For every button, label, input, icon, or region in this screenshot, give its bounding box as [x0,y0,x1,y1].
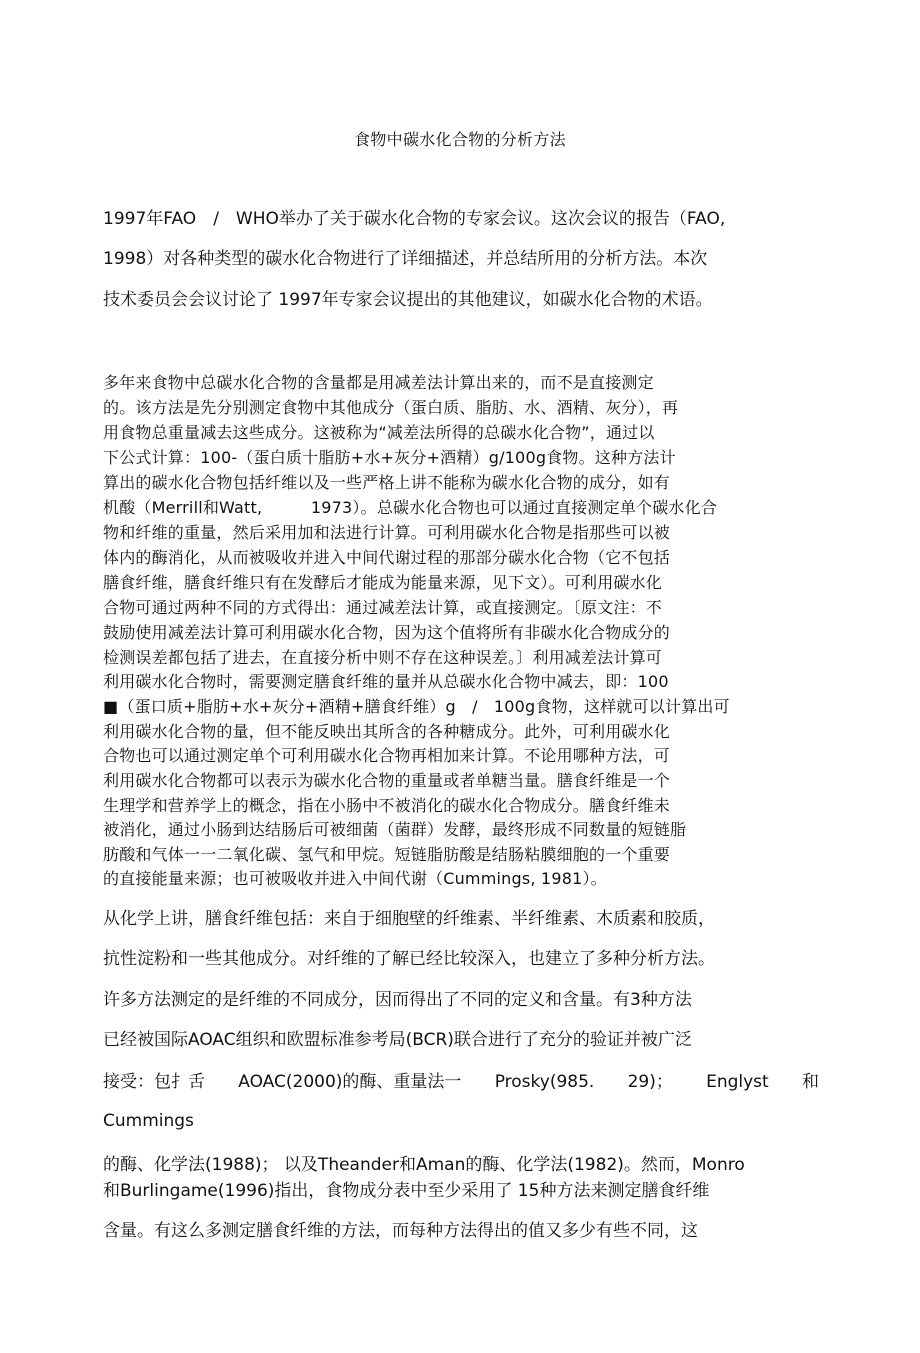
paragraph-line: 肪酸和气体一一二氧化碳、氢气和甲烷。短链脂肪酸是结肠粘膜细胞的一个重要 [103,845,671,864]
paragraph-line: 鼓励使用减差法计算可利用碳水化合物，因为这个值将所有非碳水化合物成分的 [103,623,671,642]
paragraph-line-justified [103,1070,819,1094]
paragraph-line: 被消化，通过小肠到达结肠后可被细菌（菌群）发酵，最终形成不同数量的短链脂 [103,820,687,839]
paragraph-line: 合物也可以通过测定单个可利用碳水化合物再相加来计算。不论用哪种方法，可 [103,746,671,765]
paragraph-line: 生理学和营养学上的概念，指在小肠中不被消化的碳水化合物成分。膳食纤维未 [103,796,671,815]
paragraph-line: 许多方法测定的是纤维的不同成分，因而得出了不同的定义和含量。有3种方法 [103,990,692,1010]
text-fragment: AOAC(2000)的酶、重量法一 [238,1072,462,1092]
paragraph-line: 利用碳水化合物的量，但不能反映出其所含的各种糖成分。此外，可利用碳水化 [103,722,671,741]
paragraph-line: 检测误差都包括了进去，在直接分析中则不存在这种误差。〕利用减差法计算可 [103,648,663,667]
paragraph-line: 含量。有这么多测定膳食纤维的方法，而每种方法得出的值又多少有些不同，这 [103,1221,698,1241]
paragraph-line: 利用碳水化合物都可以表示为碳水化合物的重量或者单糖当量。膳食纤维是一个 [103,771,671,790]
paragraph-line: 物和纤维的重量，然后采用加和法进行计算。可利用碳水化合物是指那些可以被 [103,523,671,542]
text-fragment: Englyst [706,1072,769,1092]
paragraph-line: 合物可通过两种不同的方式得出：通过减差法计算，或直接测定。〔原文注：不 [103,598,663,617]
paragraph-line: 算出的碳水化合物包括纤维以及一些严格上讲不能称为碳水化合物的成分，如有 [103,473,671,492]
paragraph-line: 的直接能量来源；也可被吸收并进入中间代谢（Cummings, 1981）。 [103,869,607,888]
paragraph-line: 和Burlingame(1996)指出，食物成分表中至少采用了 15种方法来测定膳食纤维 [103,1181,710,1201]
paragraph-line: 多年来食物中总碳水化合物的含量都是用减差法计算出来的，而不是直接测定 [103,373,654,392]
paragraph-line: 已经被国际AOAC组织和欧盟标准参考局(BCR)联合进行了充分的验证并被广泛 [103,1030,692,1050]
paragraph-line: 下公式计算：100-（蛋白质十脂肪+水+灰分+酒精）g/100g食物。这种方法计 [103,448,676,467]
text-fragment: 接受：包扌舌 [103,1072,205,1092]
paragraph-line: 抗性淀粉和一些其他成分。对纤维的了解已经比较深入，也建立了多种分析方法。 [103,949,715,969]
paragraph-line: 利用碳水化合物时，需要测定膳食纤维的量并从总碳水化合物中减去，即：100 [103,672,669,691]
paragraph-line: 从化学上讲，膳食纤维包括：来自于细胞壁的纤维素、半纤维素、木质素和胶质， [103,909,715,929]
text-fragment: 29)； [627,1072,673,1092]
paragraph-line: 膳食纤维，膳食纤维只有在发酵后才能成为能量来源，见下文）。可利用碳水化 [103,573,663,592]
paragraph-line: ■（蛋口质+脂肪+水+灰分+酒精+膳食纤维）g / 100g食物，这样就可以计算出可 [103,697,730,716]
paragraph-line: 用食物总重量减去这些成分。这被称为“减差法所得的总碳水化合物”，通过以 [103,423,655,442]
text-fragment: Prosky(985. [494,1072,595,1092]
paragraph-line: 体内的酶消化，从而被吸收并进入中间代谢过程的那部分碳水化合物（它不包括 [103,548,671,567]
paragraph-line: 1998）对各种类型的碳水化合物进行了详细描述，并总结所用的分析方法。本次 [103,249,708,269]
paragraph-line: 的酶、化学法(1988)； 以及Theander和Aman的酶、化学法(1982)。然而，Monro [103,1155,745,1175]
text-fragment: 和 [801,1072,819,1092]
paragraph-line: 机酸（Merrill和Watt, 1973）。总碳水化合物也可以通过直接测定单个碳水化合 [103,498,718,517]
paragraph-line: Cummings [103,1111,194,1131]
paragraph-line: 的。该方法是先分别测定食物中其他成分（蛋白质、脂肪、水、酒精、灰分），再 [103,398,679,417]
paragraph-line: 1997年FAO / WHO举办了关于碳水化合物的专家会议。这次会议的报告（FAO, [103,209,726,229]
paragraph-line: 技术委员会会议讨论了 1997年专家会议提出的其他建议，如碳水化合物的术语。 [103,290,713,310]
document-title: 食物中碳水化合物的分析方法 [354,130,566,149]
